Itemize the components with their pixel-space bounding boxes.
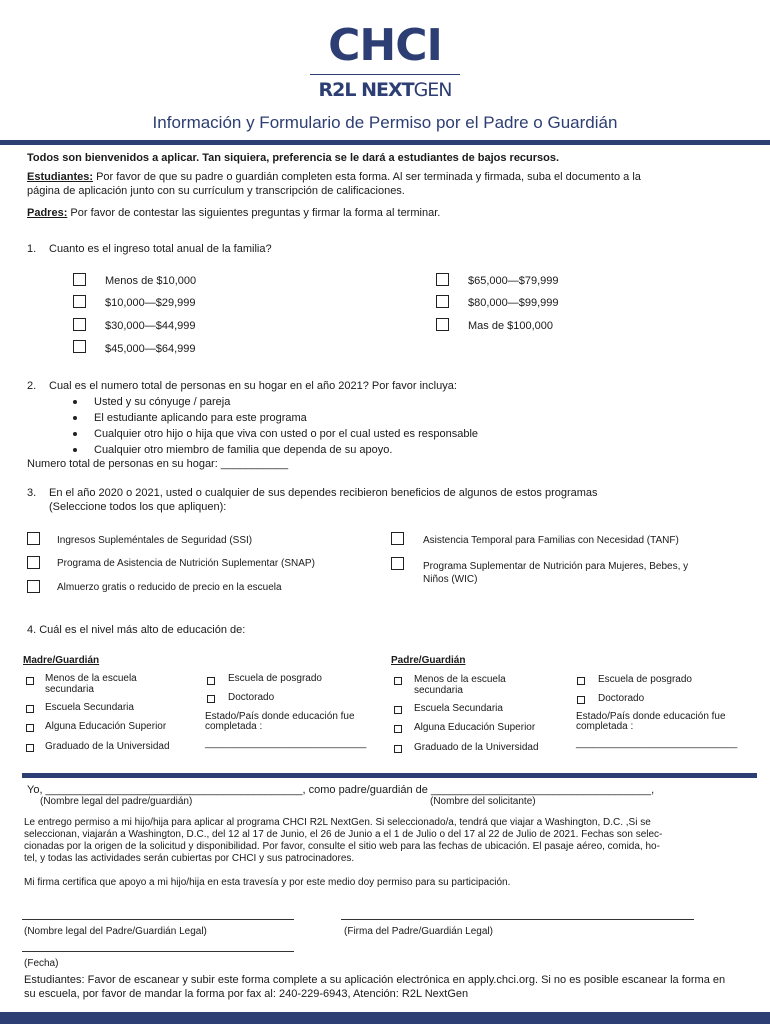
- benefit-checkbox-ssi[interactable]: [27, 532, 40, 545]
- edu-state-field[interactable]: _____________________________: [576, 738, 738, 749]
- benefit-option-tanf: Asistencia Temporal para Familias con Necesidad (TANF): [423, 535, 679, 546]
- income-checkbox[interactable]: [73, 340, 86, 353]
- students-label: Estudiantes:: [27, 171, 94, 183]
- edu-option: Escuela Secundaria: [414, 703, 503, 714]
- income-option: $10,000—$29,999: [105, 297, 196, 309]
- income-option: $80,000—$99,999: [468, 297, 559, 309]
- logo-divider: [310, 74, 460, 75]
- edu-checkbox[interactable]: [394, 706, 402, 714]
- bullet: [73, 400, 77, 404]
- top-divider-bar: [0, 140, 770, 145]
- household-item: Cualquier otro hijo o hija que viva con usted o por el cual usted es responsable: [94, 428, 479, 440]
- benefit-option-lunch: Almuerzo gratis o reducido de precio en la escuela: [57, 582, 282, 593]
- income-checkbox[interactable]: [436, 295, 449, 308]
- income-checkbox[interactable]: [73, 318, 86, 331]
- footer-instructions: [24, 973, 754, 1001]
- logo-sub: [0, 79, 770, 101]
- income-checkbox[interactable]: [73, 273, 86, 286]
- edu-option-cont: secundaria: [414, 685, 463, 696]
- q3-text-2: (Seleccione todos los que apliquen):: [49, 501, 227, 513]
- edu-state-field[interactable]: _____________________________: [205, 738, 367, 749]
- edu-checkbox[interactable]: [207, 677, 215, 685]
- edu-option: Graduado de la Universidad: [45, 741, 170, 752]
- edu-option: Graduado de la Universidad: [414, 742, 539, 753]
- welcome-text: Todos son bienvenidos a aplicar. Tan siquiera, preferencia se le dará a estudiantes de bajos recursos.: [27, 152, 560, 164]
- benefit-option-wic-1: Programa Suplementar de Nutrición para Mujeres, Bebes, y: [423, 561, 689, 572]
- edu-checkbox[interactable]: [394, 677, 402, 685]
- q4-text: 4. Cuál es el nivel más alto de educación de:: [27, 624, 246, 636]
- benefit-option-snap: Programa de Asistencia de Nutrición Suplementar (SNAP): [57, 558, 315, 569]
- logo-main: CHCI: [328, 20, 442, 71]
- edu-option: Menos de la escuela: [414, 674, 506, 685]
- signature-line[interactable]: [341, 919, 694, 920]
- edu-option: Escuela Secundaria: [45, 702, 134, 713]
- bullet: [73, 432, 77, 436]
- date-line[interactable]: [22, 951, 294, 952]
- permission-paragraph: [24, 817, 754, 865]
- edu-option: Alguna Educación Superior: [45, 721, 167, 732]
- edu-checkbox[interactable]: [26, 677, 34, 685]
- edu-option: Menos de la escuela: [45, 673, 137, 684]
- income-option: $30,000—$44,999: [105, 320, 196, 332]
- household-item: Usted y su cónyuge / pareja: [94, 396, 231, 408]
- bullet: [73, 416, 77, 420]
- students-text-2: página de aplicación junto con su currículum y transcripción de calificaciones.: [27, 185, 405, 197]
- edu-option: Doctorado: [228, 692, 275, 703]
- applicant-name-note: (Nombre del solicitante): [430, 796, 536, 807]
- bullet: [73, 448, 77, 452]
- q3-text-1: En el año 2020 o 2021, usted o cualquier de sus dependes recibieron beneficios de algunos de estos programas: [49, 487, 598, 499]
- certify-text: Mi firma certifica que apoyo a mi hijo/hija en esta travesía y por este medio doy permiso para su participación.: [24, 877, 511, 888]
- edu-option: Escuela de posgrado: [228, 673, 322, 684]
- benefit-checkbox-wic[interactable]: [391, 557, 404, 570]
- household-total-field[interactable]: Numero total de personas en su hogar: ___________: [27, 458, 289, 470]
- footer-line-1: Estudiantes: Favor de escanear y subir este forma complete a su aplicación electrónica en apply.chci.org. Si no es posible escanear la forma en: [24, 974, 726, 986]
- logo-sub-gen: GEN: [413, 79, 452, 101]
- permission-p4: tel, y todas las actividades serán cubiertas por CHCI y sus patrocinadores.: [24, 853, 355, 864]
- permission-line[interactable]: Yo, __________________________________________, como padre/guardián de ____________________________________,: [27, 784, 655, 796]
- signature-label: (Firma del Padre/Guardián Legal): [344, 926, 493, 937]
- edu-checkbox[interactable]: [26, 705, 34, 713]
- q1-number: 1.: [27, 243, 37, 255]
- permission-p1: Le entrego permiso a mi hijo/hija para aplicar al programa CHCI R2L NextGen. Si seleccionado/a, tendrá que viajar a Washington, D.C. ,Si se: [24, 817, 651, 828]
- edu-checkbox[interactable]: [207, 695, 215, 703]
- household-item: El estudiante aplicando para este programa: [94, 412, 307, 424]
- students-text-1: Por favor de que su padre o guardián completen esta forma. Al ser terminada y firmada, suba el documento a la: [93, 171, 641, 183]
- income-checkbox[interactable]: [73, 295, 86, 308]
- edu-state-label: Estado/País donde educación fue: [576, 711, 726, 722]
- page-title: Información y Formulario de Permiso por el Padre o Guardián: [152, 113, 618, 132]
- q2-number: 2.: [27, 380, 37, 392]
- permission-p3: cionadas por la origen de la solicitud y disponibilidad. Por favor, consulte el sitio web para las fechas de ubicación. El pasaje aéreo, comida, ho-: [24, 841, 660, 852]
- edu-state-label-cont: completada :: [576, 721, 634, 732]
- father-heading: Padre/Guardián: [391, 655, 466, 666]
- edu-checkbox[interactable]: [577, 696, 585, 704]
- date-label: (Fecha): [24, 958, 59, 969]
- bottom-bar: [0, 1012, 770, 1024]
- parent-name-note: (Nombre legal del padre/guardián): [40, 796, 193, 807]
- students-instructions: [27, 170, 747, 198]
- benefit-checkbox-snap[interactable]: [27, 556, 40, 569]
- q3-number: 3.: [27, 487, 37, 499]
- benefit-checkbox-lunch[interactable]: [27, 580, 40, 593]
- benefit-option-ssi: Ingresos Supleméntales de Seguridad (SSI): [57, 535, 253, 546]
- parents-label: Padres:: [27, 207, 68, 219]
- parents-text: Por favor de contestar las siguientes preguntas y firmar la forma al terminar.: [67, 207, 441, 219]
- edu-checkbox[interactable]: [394, 725, 402, 733]
- footer-line-2: su escuela, por favor de mandar la forma por fax al: 240-229-6943, Atención: R2L NextGen: [24, 988, 469, 1000]
- income-checkbox[interactable]: [436, 318, 449, 331]
- edu-state-label-cont: completada :: [205, 721, 263, 732]
- edu-checkbox[interactable]: [394, 745, 402, 753]
- income-option: $65,000—$79,999: [468, 275, 559, 287]
- edu-checkbox[interactable]: [26, 744, 34, 752]
- income-option: $45,000—$64,999: [105, 343, 196, 355]
- permission-p2: seleccionan, viajarán a Washington, D.C., del 12 al 17 de Junio, el 26 de Junio a el 1 de Julio o del 17 al 22 de Julio de 2021. Fechas son selec-: [24, 829, 663, 840]
- household-item: Cualquier otro miembro de familia que dependa de su apoyo.: [94, 444, 393, 456]
- edu-option: Doctorado: [598, 693, 645, 704]
- q2-text: Cual es el numero total de personas en su hogar en el año 2021? Por favor incluya:: [49, 380, 457, 392]
- signature-name-line[interactable]: [22, 919, 294, 920]
- edu-option-cont: secundaria: [45, 684, 94, 695]
- edu-checkbox[interactable]: [26, 724, 34, 732]
- q1-text: Cuanto es el ingreso total anual de la familia?: [49, 243, 272, 255]
- signature-name-label: (Nombre legal del Padre/Guardián Legal): [24, 926, 207, 937]
- edu-checkbox[interactable]: [577, 677, 585, 685]
- parents-instructions: [27, 206, 440, 220]
- edu-option: Alguna Educación Superior: [414, 722, 536, 733]
- edu-option: Escuela de posgrado: [598, 674, 692, 685]
- section-divider-bar: [22, 773, 757, 778]
- income-checkbox[interactable]: [436, 273, 449, 286]
- chci-logo: [0, 22, 770, 101]
- mother-heading: Madre/Guardián: [23, 655, 100, 666]
- benefit-checkbox-tanf[interactable]: [391, 532, 404, 545]
- benefit-option-wic-2: Niños (WIC): [423, 574, 478, 585]
- logo-sub-r2l: R2L: [318, 79, 356, 101]
- income-option: Menos de $10,000: [105, 275, 197, 287]
- income-option: Mas de $100,000: [468, 320, 554, 332]
- edu-state-label: Estado/País donde educación fue: [205, 711, 355, 722]
- logo-sub-next: NEXT: [361, 79, 414, 101]
